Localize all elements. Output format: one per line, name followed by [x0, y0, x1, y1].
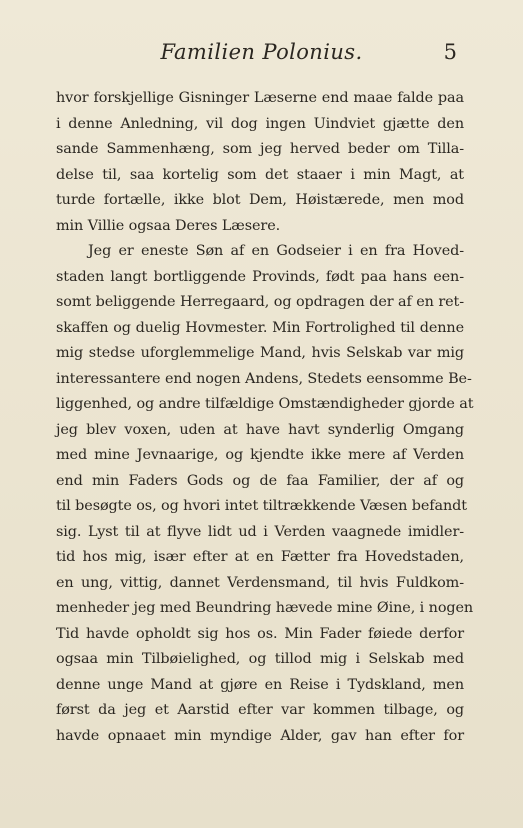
text-line: ogsaa min Tilbøielighed, og tillod mig i Selskab med	[56, 651, 464, 667]
text-line: menheder jeg med Beundring hævede mine Øine, i nogen	[56, 600, 474, 616]
text-line: jeg blev voxen, uden at have havt synderlig Omgang	[56, 421, 464, 438]
text-line: min Villie ogsaa Deres Læsere.	[56, 217, 281, 234]
text-line: først da jeg et Aarstid efter var kommen tilbage, og	[56, 702, 464, 718]
paragraph-first-line: Jeg er eneste Søn af en Godseier i en fra Hoved-	[88, 243, 464, 259]
text-line: Tid havde opholdt sig hos os. Min Fader føiede derfor	[56, 625, 464, 642]
text-line: skaffen og duelig Hovmester. Min Fortrolighed til denne	[56, 319, 464, 336]
text-line: delse til, saa kortelig som det staaer i min Magt, at	[56, 166, 464, 183]
running-title: Familien Polonius.	[160, 40, 363, 64]
text-line: til besøgte os, og hvori intet tiltrækkende Væsen befandt	[56, 498, 467, 514]
running-head	[0, 40, 523, 70]
text-line: tid hos mig, især efter at en Fætter fra Hovedstaden,	[56, 549, 464, 565]
page-number: 5	[443, 40, 457, 64]
text-line: somt beliggende Herregaard, og opdragen der af en ret-	[56, 294, 464, 310]
text-line: turde fortælle, ikke blot Dem, Høistærede, men mod	[56, 192, 464, 208]
text-line: med mine Jevnaarige, og kjendte ikke mere af Verden	[56, 447, 464, 463]
body-text	[56, 86, 474, 749]
text-line: mig stedse uforglemmelige Mand, hvis Selskab var mig	[56, 345, 464, 361]
text-line: en ung, vittig, dannet Verdensmand, til hvis Fuldkom-	[56, 574, 464, 591]
text-line: havde opnaaet min myndige Alder, gav han efter for	[56, 727, 464, 744]
text-line: sande Sammenhæng, som jeg herved beder om Tilla-	[56, 141, 464, 157]
text-line: interessantere end nogen Andens, Stedets eensomme Be-	[56, 370, 472, 387]
text-line: i denne Anledning, vil dog ingen Uindviet gjætte den	[56, 115, 464, 132]
text-line: sig. Lyst til at flyve lidt ud i Verden vaagnede imidler-	[56, 523, 464, 540]
text-line: liggenhed, og andre tilfældige Omstændigheder gjorde at	[56, 396, 474, 412]
text-line: denne unge Mand at gjøre en Reise i Tydskland, men	[56, 676, 464, 693]
text-line: end min Faders Gods og de faa Familier, der af og	[56, 472, 464, 489]
text-line: hvor forskjellige Gisninger Læserne end maae falde paa	[56, 90, 464, 106]
text-line: staden langt bortliggende Provinds, født paa hans een-	[56, 268, 464, 285]
